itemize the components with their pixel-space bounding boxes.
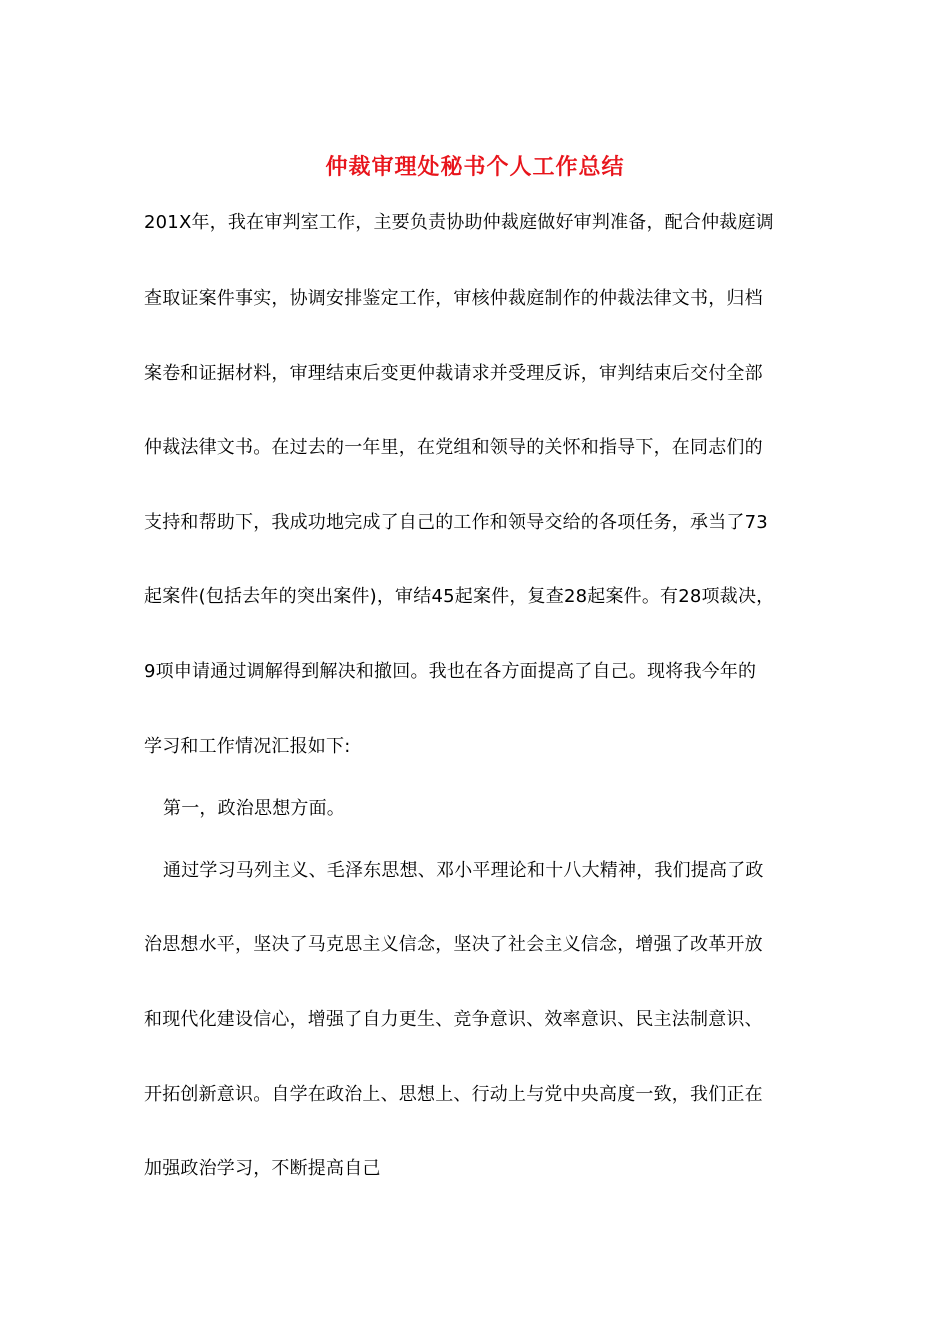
body-line-1: 201X年，我在审判室工作，主要负责协助仲裁庭做好审判准备，配合仲裁庭调 xyxy=(144,212,774,233)
body-line-5: 支持和帮助下，我成功地完成了自己的工作和领导交给的各项任务，承当了73 xyxy=(144,512,768,533)
body-line-13: 开拓创新意识。自学在政治上、思想上、行动上与党中央高度一致，我们正在 xyxy=(144,1084,763,1105)
body-line-14: 加强政治学习，不断提高自己 xyxy=(144,1158,381,1179)
body-line-8: 学习和工作情况汇报如下: xyxy=(144,736,351,757)
body-line-4: 仲裁法律文书。在过去的一年里，在党组和领导的关怀和指导下，在同志们的 xyxy=(144,437,763,458)
body-line-12: 和现代化建设信心，增强了自力更生、竞争意识、效率意识、民主法制意识、 xyxy=(144,1009,763,1030)
body-line-3: 案卷和证据材料，审理结束后变更仲裁请求并受理反诉，审判结束后交付全部 xyxy=(144,363,763,384)
body-line-10: 通过学习马列主义、毛泽东思想、邓小平理论和十八大精神，我们提高了政 xyxy=(163,860,764,881)
document-title: 仲裁审理处秘书个人工作总结 xyxy=(325,154,625,180)
body-line-7: 9项申请通过调解得到解决和撤回。我也在各方面提高了自己。现将我今年的 xyxy=(144,661,757,682)
section-heading-political: 第一，政治思想方面。 xyxy=(163,798,345,819)
body-line-6: 起案件(包括去年的突出案件)，审结45起案件，复查28起案件。有28项裁决， xyxy=(144,586,775,607)
body-line-11: 治思想水平，坚决了马克思主义信念，坚决了社会主义信念，增强了改革开放 xyxy=(144,934,763,955)
body-line-2: 查取证案件事实，协调安排鉴定工作，审核仲裁庭制作的仲裁法律文书，归档 xyxy=(144,288,763,309)
